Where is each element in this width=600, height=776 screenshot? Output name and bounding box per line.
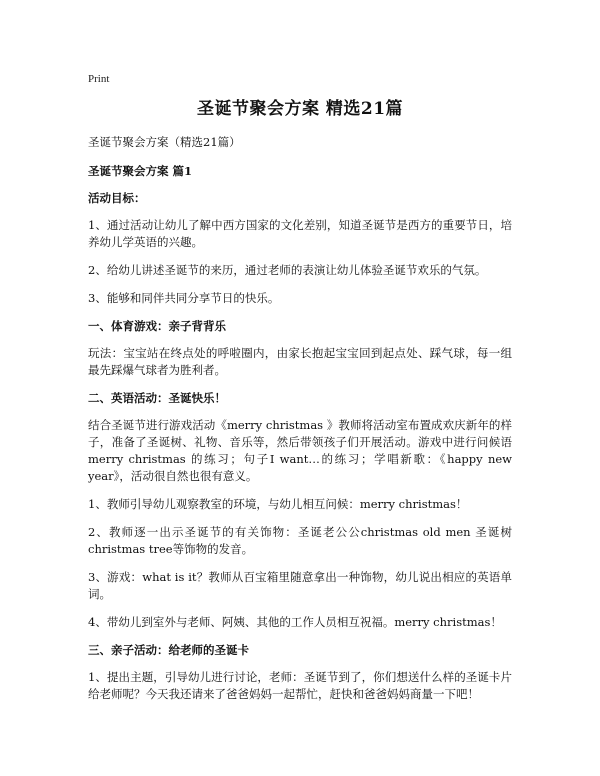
section-title: 圣诞节聚会方案 篇1 [88,164,193,178]
goal-item-3: 3、能够和同伴共同分享节日的快乐。 [88,291,280,305]
part2-heading: 二、英语活动：圣诞快乐！ [88,391,226,405]
part1-text: 玩法：宝宝站在终点处的呼啦圈内，由家长抱起宝宝回到起点处、踩气球，每一组最先踩爆气球者为胜利者。 [88,346,512,377]
step-item-1: 1、教师引导幼儿观察教室的环境，与幼儿相互问候：merry christmas！ [88,497,468,511]
part3-text: 1、提出主题，引导幼儿进行讨论，老师：圣诞节到了，你们想送什么样的圣诞卡片给老师呢？今天我还请来了爸爸妈妈一起帮忙，赶快和爸爸妈妈商量一下吧！ [88,670,512,701]
document-subtitle: 圣诞节聚会方案（精选21篇） [88,135,241,149]
goal-item-1: 1、通过活动让幼儿了解中西方国家的文化差别，知道圣诞节是西方的重要节日，培养幼儿学英语的兴趣。 [88,218,512,249]
part1-heading: 一、体育游戏：亲子背背乐 [88,319,226,333]
part2-text: 结合圣诞节进行游戏活动《merry christmas 》教师将活动室布置成欢庆新年的样子，准备了圣诞树、礼物、音乐等，然后带领孩子们开展活动。游戏中进行问候语merry christmas 的练习；句子I want…的练习；学唱新歌：《happy new year》，活动很自然也很有意义。 [88,418,512,483]
goals-heading: 活动目标： [88,191,146,205]
document-title: 圣诞节聚会方案 精选21篇 [196,99,404,119]
step-item-2: 2、教师逐一出示圣诞节的有关饰物：圣诞老公公christmas old men 圣诞树christmas tree等饰物的发音。 [88,525,512,556]
print-link[interactable]: Print [88,73,110,85]
step-item-4: 4、带幼儿到室外与老师、阿姨、其他的工作人员相互祝福。merry christmas！ [88,615,502,629]
step-item-3: 3、游戏：what is it？教师从百宝箱里随意拿出一种饰物，幼儿说出相应的英语单词。 [88,570,512,601]
goal-item-2: 2、给幼儿讲述圣诞节的来历，通过老师的表演让幼儿体验圣诞节欢乐的气氛。 [88,263,487,277]
part3-heading: 三、亲子活动：给老师的圣诞卡 [88,643,249,657]
